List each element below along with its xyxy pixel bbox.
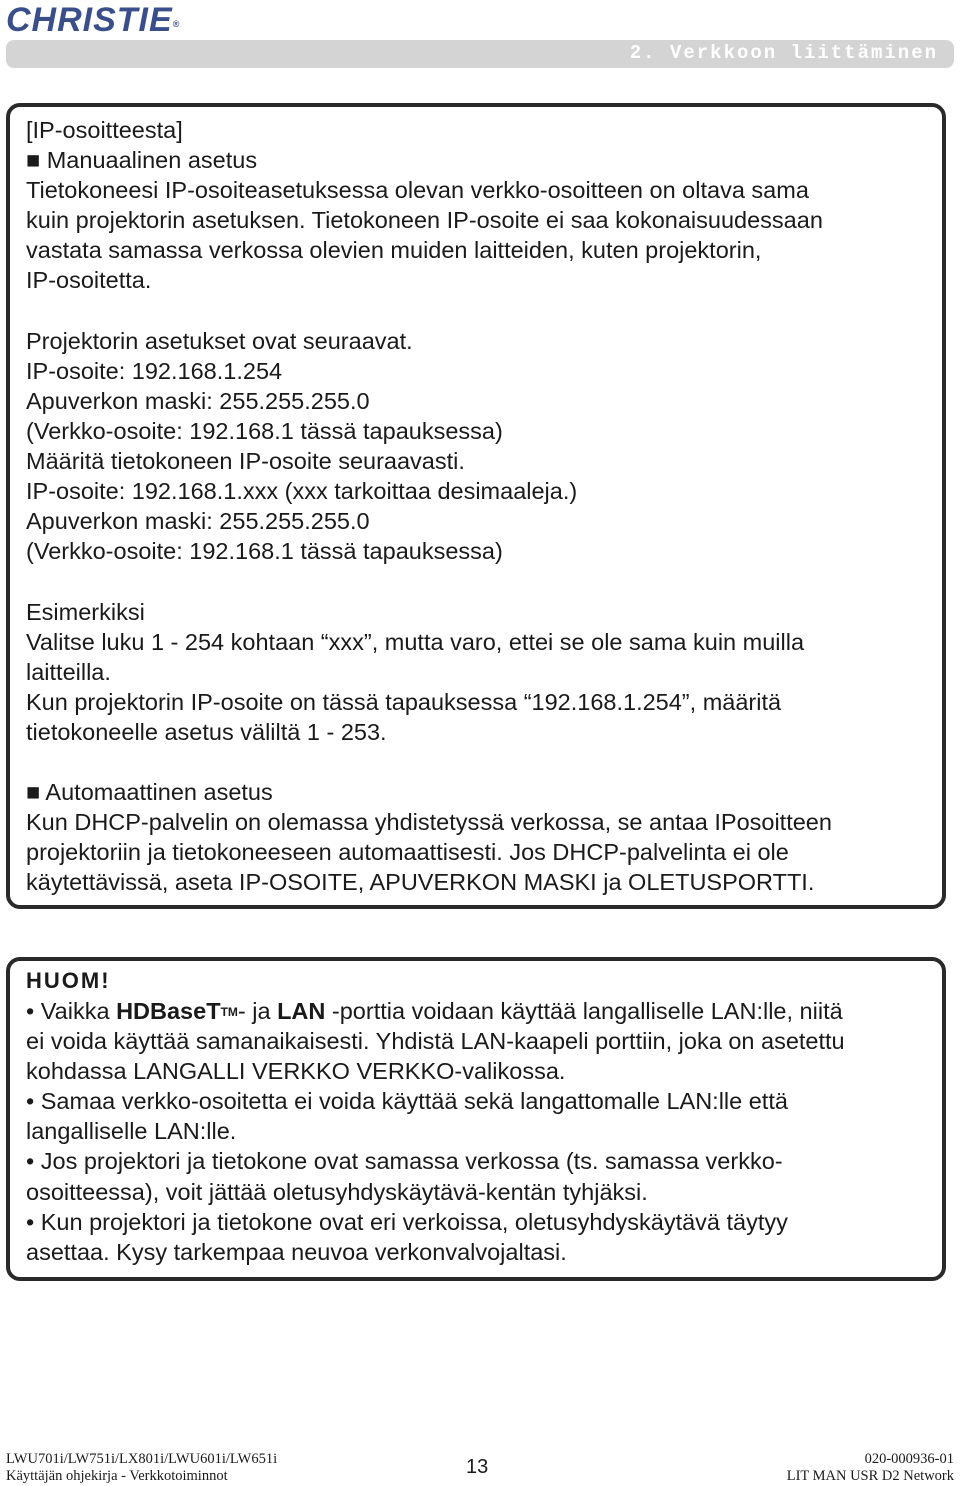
- section-title: 2. Verkkoon liittäminen: [629, 42, 938, 64]
- ip-info-line: projektoriin ja tietokoneeseen automaattisesti. Jos DHCP-palvelinta ei ole: [26, 839, 789, 866]
- ip-address-info-box: [6, 103, 946, 909]
- note-line: • Jos projektori ja tietokone ovat samassa verkossa (ts. samassa verkko-: [26, 1148, 783, 1175]
- note-line: kohdassa LANGALLI VERKKO VERKKO-valikossa.: [26, 1058, 566, 1085]
- logo-text: CHRISTIE: [6, 1, 173, 39]
- note-line: • Samaa verkko-osoitetta ei voida käyttää sekä langattomalle LAN:lle että: [26, 1088, 788, 1115]
- ip-info-line: Määritä tietokoneen IP-osoite seuraavasti.: [26, 448, 465, 475]
- note-line: osoitteessa), voit jättää oletusyhdyskäytävä-kentän tyhjäksi.: [26, 1178, 648, 1205]
- note-line: asettaa. Kysy tarkempaa neuvoa verkonvalvojaltasi.: [26, 1238, 567, 1265]
- blank-line: [26, 747, 926, 777]
- note-first-post: -porttia voidaan käyttää langalliselle LAN:lle, niitä: [325, 998, 843, 1024]
- blank-line: [26, 296, 926, 326]
- ip-info-line: Valitse luku 1 - 254 kohtaan “xxx”, mutta varo, ettei se ole sama kuin muilla: [26, 628, 805, 655]
- ip-info-line: laitteilla.: [26, 658, 111, 685]
- trademark-mark: TM: [220, 1005, 238, 1019]
- ip-info-line: Esimerkiksi: [26, 598, 145, 625]
- lan-keyword: LAN: [277, 998, 326, 1024]
- footer-left: [6, 1451, 277, 1485]
- footer-document-number: 020-000936-01: [864, 1451, 954, 1467]
- ip-info-line: Apuverkon maski: 255.255.255.0: [26, 508, 370, 535]
- note-line: • Kun projektori ja tietokone ovat eri verkoissa, oletusyhdyskäytävä täytyy: [26, 1208, 788, 1235]
- note-line-first: [26, 996, 926, 1026]
- note-lines: [26, 965, 926, 1267]
- footer-document-code: LIT MAN USR D2 Network: [786, 1468, 954, 1484]
- note-first-mid: - ja: [237, 998, 278, 1024]
- registered-mark: ®: [172, 19, 181, 29]
- ip-info-line: Kun DHCP-palvelin on olemassa yhdistetyssä verkossa, se antaa IPosoitteen: [26, 809, 832, 836]
- ip-info-line: ■ Automaattinen asetus: [26, 779, 273, 806]
- note-heading: HUOM!: [26, 968, 111, 993]
- ip-info-line: ■ Manuaalinen asetus: [26, 147, 258, 174]
- ip-info-line: vastata samassa verkossa olevien muiden laitteiden, kuten projektorin,: [26, 237, 762, 264]
- note-line: langalliselle LAN:lle.: [26, 1118, 237, 1145]
- christie-logo: [6, 2, 180, 38]
- ip-info-line: Apuverkon maski: 255.255.255.0: [26, 387, 370, 414]
- footer-manual-title: Käyttäjän ohjekirja - Verkkotoiminnot: [6, 1468, 228, 1484]
- ip-info-line: IP-osoite: 192.168.1.xxx (xxx tarkoittaa desimaaleja.): [26, 478, 578, 505]
- ip-info-line: tietokoneelle asetus väliltä 1 - 253.: [26, 718, 387, 745]
- ip-info-line: [IP-osoitteesta]: [26, 117, 183, 143]
- footer-right: [787, 1451, 954, 1485]
- ip-info-lines: [26, 115, 926, 897]
- page-number: 13: [466, 1456, 489, 1478]
- hdbaset-keyword: HDBaseT: [116, 998, 221, 1024]
- blank-line: [26, 566, 926, 596]
- ip-info-line: Projektorin asetukset ovat seuraavat.: [26, 327, 413, 354]
- ip-info-line: kuin projektorin asetuksen. Tietokoneen IP-osoite ei saa kokonaisuudessaan: [26, 207, 823, 234]
- ip-info-line: IP-osoitetta.: [26, 267, 152, 294]
- ip-info-line: IP-osoite: 192.168.1.254: [26, 357, 283, 384]
- note-box: [6, 957, 946, 1281]
- ip-info-line: (Verkko-osoite: 192.168.1 tässä tapauksessa): [26, 417, 503, 444]
- note-first-pre: • Vaikka: [26, 998, 117, 1024]
- footer-model-list: LWU701i/LW751i/LX801i/LWU601i/LW651i: [6, 1451, 278, 1467]
- ip-info-line: Kun projektorin IP-osoite on tässä tapauksessa “192.168.1.254”, määritä: [26, 688, 782, 715]
- ip-info-line: Tietokoneesi IP-osoiteasetuksessa olevan verkko-osoitteen on oltava sama: [26, 177, 809, 204]
- ip-info-line: käytettävissä, aseta IP-OSOITE, APUVERKON MASKI ja OLETUSPORTTI.: [26, 869, 815, 896]
- ip-info-line: (Verkko-osoite: 192.168.1 tässä tapauksessa): [26, 538, 503, 565]
- note-line: ei voida käyttää samanaikaisesti. Yhdistä LAN-kaapeli porttiin, joka on asetettu: [26, 1028, 845, 1055]
